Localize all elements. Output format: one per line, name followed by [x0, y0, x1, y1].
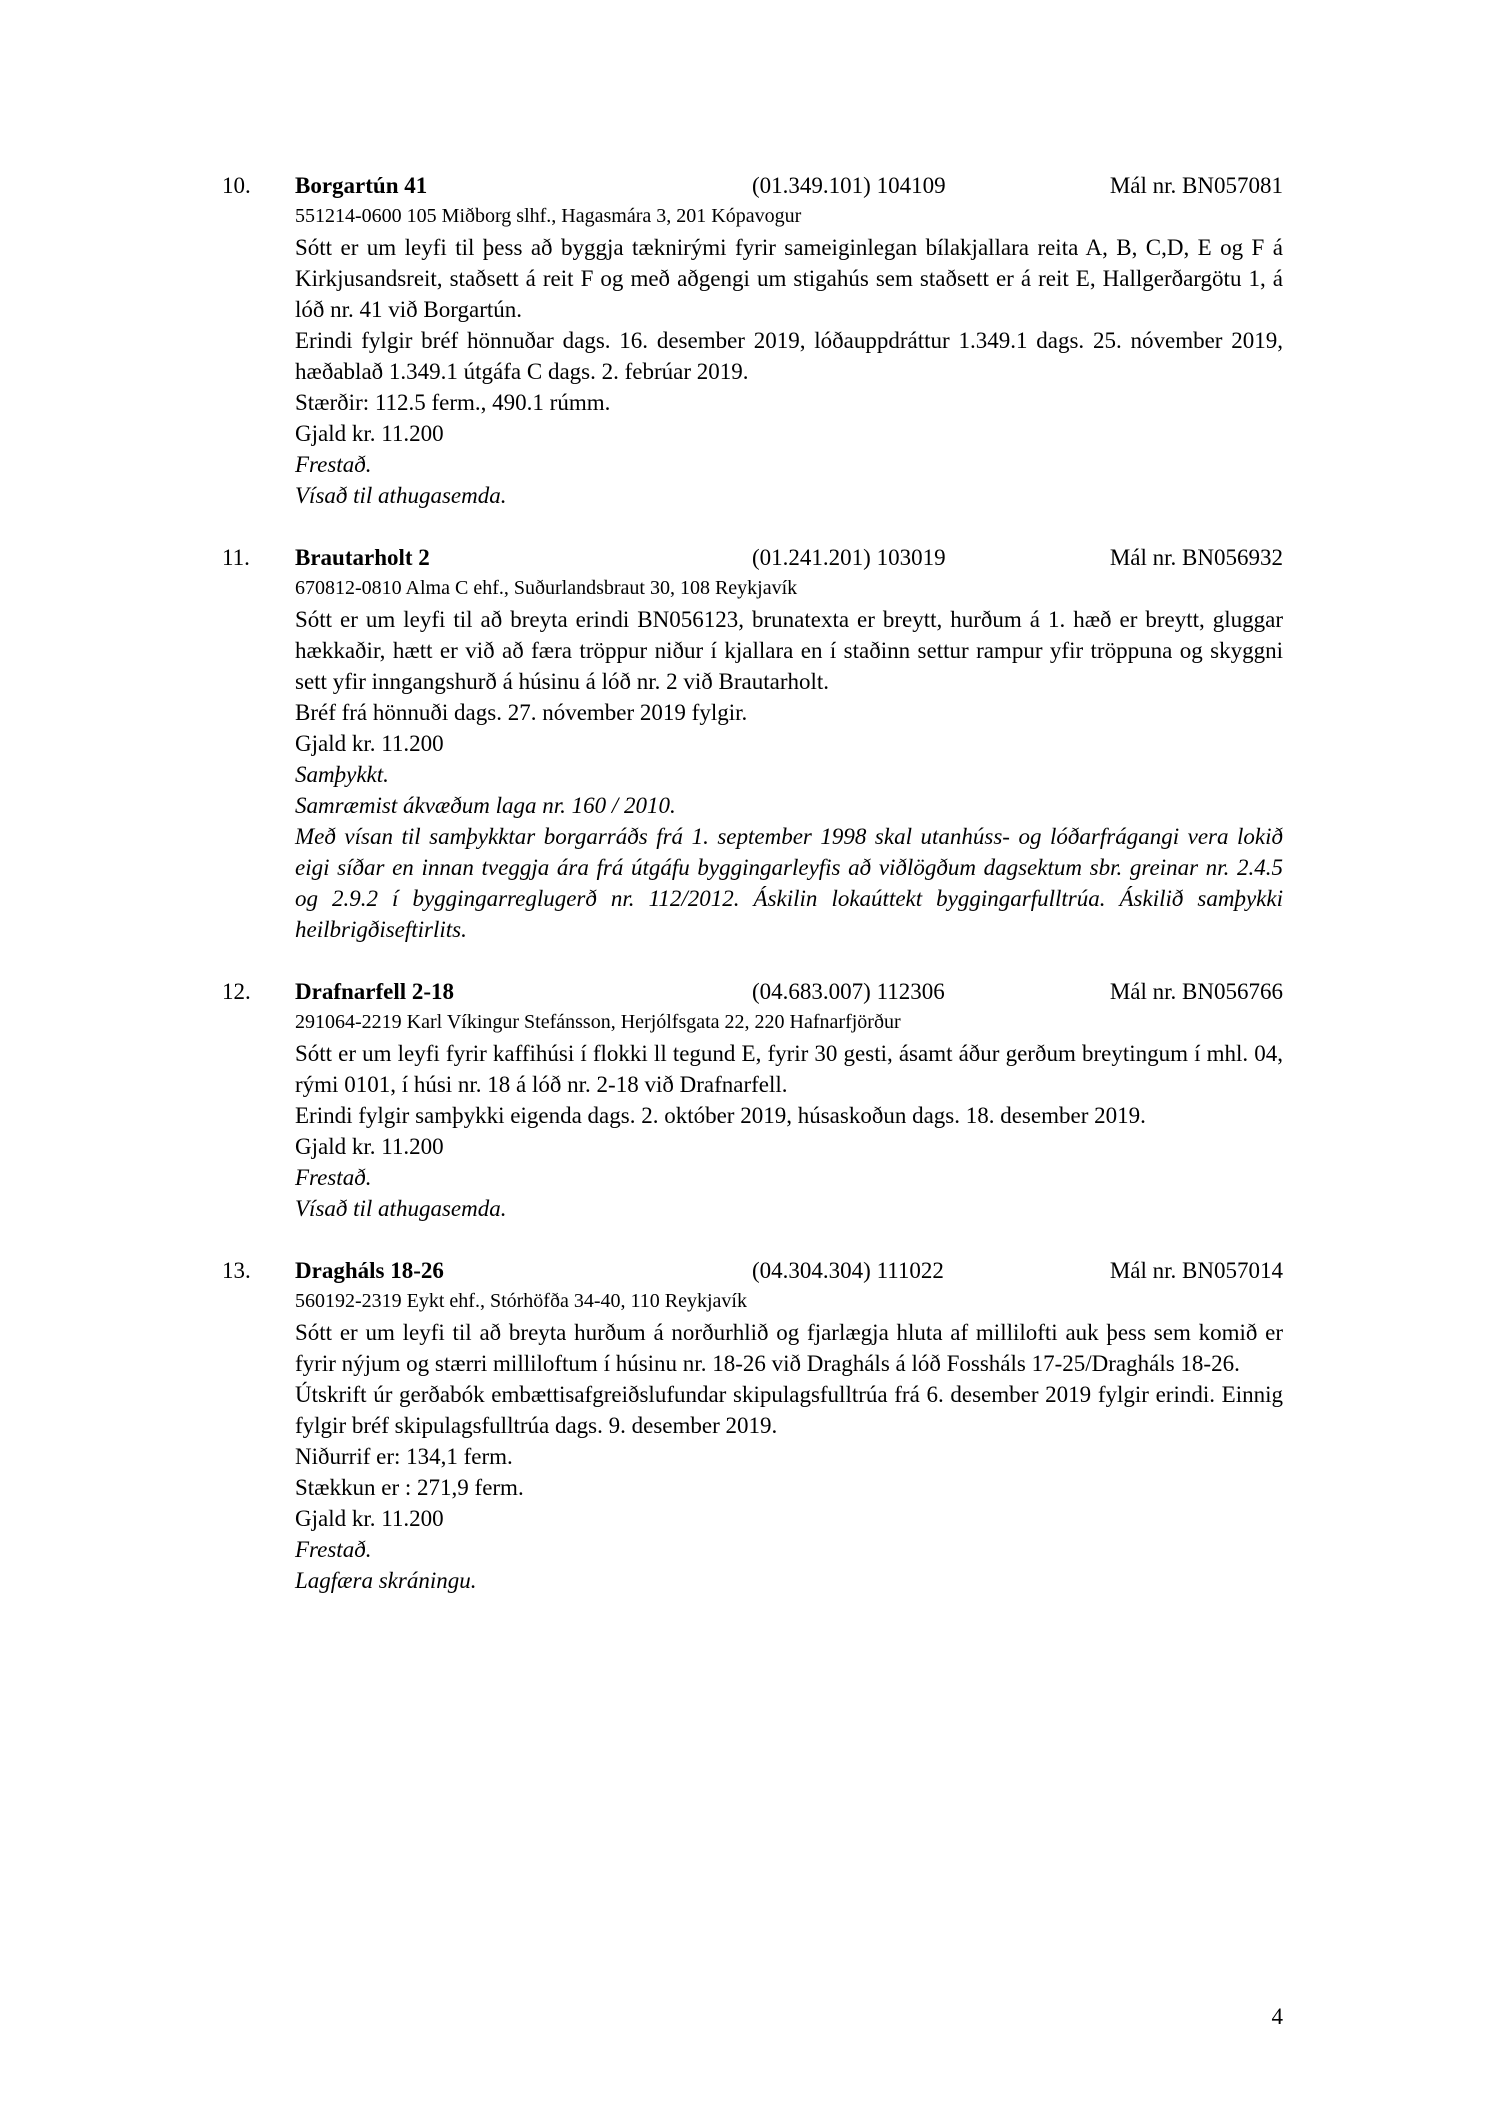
agenda-item — [222, 976, 1283, 1224]
item-paragraph: Útskrift úr gerðabók embættisafgreiðslufundar skipulagsfulltrúa frá 6. desember 2019 fylgir erindi. Einnig fylgir bréf skipulagsfulltrúa dags. 9. desember 2019. — [295, 1382, 1283, 1438]
item-paragraph: Sótt er um leyfi til þess að byggja tæknirými fyrir sameiginlegan bílakjallara reita A, B, C,D, E og F á Kirkjusandsreit, staðsett á reit F og með aðgengi um stigahús sem staðsett er á reit E, Hallgerðargötu 1, á lóð nr. 41 við Borgartún. — [295, 235, 1283, 322]
item-applicant-line: 670812-0810 Alma C ehf., Suðurlandsbraut 30, 108 Reykjavík — [295, 577, 798, 599]
item-decision-line: Lagfæra skráningu. — [295, 1568, 477, 1593]
item-paragraph: Gjald kr. 11.200 — [295, 1506, 444, 1531]
item-paragraph: Stærðir: 112.5 ferm., 490.1 rúmm. — [295, 390, 611, 415]
item-reference-number: (04.683.007) 112306 — [752, 979, 945, 1004]
item-reference-number: (01.241.201) 103019 — [752, 545, 946, 570]
item-decision-line: Frestað. — [295, 452, 372, 477]
agenda-items-list — [222, 170, 1283, 1596]
item-paragraph: Stækkun er : 271,9 ferm. — [295, 1475, 524, 1500]
item-case-number: Mál nr. BN057014 — [1109, 1258, 1283, 1283]
item-applicant-line: 291064-2219 Karl Víkingur Stefánsson, Herjólfsgata 22, 220 Hafnarfjörður — [295, 1011, 901, 1033]
item-paragraph: Erindi fylgir bréf hönnuðar dags. 16. desember 2019, lóðauppdráttur 1.349.1 dags. 25. nóvember 2019, hæðablað 1.349.1 útgáfa C dags. 2. febrúar 2019. — [295, 328, 1283, 384]
item-address-title: Dragháls 18-26 — [295, 1258, 444, 1283]
item-decision-line: Frestað. — [295, 1165, 372, 1190]
item-applicant-line: 551214-0600 105 Miðborg slhf., Hagasmára 3, 201 Kópavogur — [295, 205, 802, 227]
item-address-title: Brautarholt 2 — [295, 545, 430, 570]
item-body — [222, 1286, 1283, 1596]
item-decision-line: Frestað. — [295, 1537, 372, 1562]
item-address-title: Drafnarfell 2-18 — [295, 979, 455, 1004]
item-decision-line: Vísað til athugasemda. — [295, 1196, 507, 1221]
item-paragraph: Sótt er um leyfi til að breyta erindi BN056123, brunatexta er breytt, hurðum á 1. hæð er breytt, gluggar hækkaðir, hætt er við að færa tröppur niður í kjallara en í staðinn settur rampur yfir tröppuna og skyggni sett yfir inngangshurð á húsinu á lóð nr. 2 við Brautarholt. — [295, 607, 1283, 694]
item-paragraph: Sótt er um leyfi til að breyta hurðum á norðurhlið og fjarlægja hluta af millilofti auk þess sem komið er fyrir nýjum og stærri milliloftum í húsinu nr. 18-26 við Dragháls á lóð Fossháls 17-25/Dragháls 18-26. — [295, 1320, 1283, 1376]
item-header — [222, 1255, 1283, 1286]
item-number: 12. — [222, 979, 251, 1004]
item-number: 11. — [222, 545, 250, 570]
item-paragraph: Bréf frá hönnuði dags. 27. nóvember 2019 fylgir. — [295, 700, 748, 725]
item-paragraphs — [295, 604, 1283, 945]
item-paragraph: Gjald kr. 11.200 — [295, 421, 444, 446]
item-body — [222, 573, 1283, 945]
item-header — [222, 976, 1283, 1007]
item-decision-line: Með vísan til samþykktar borgarráðs frá 1. september 1998 skal utanhúss- og lóðarfrágangi vera lokið eigi síðar en innan tveggja ára frá útgáfu byggingarleyfis að viðlögðum dagsektum sbr. greinar nr. 2.4.5 og 2.9.2 í byggingarreglugerð nr. 112/2012. Áskilin lokaúttekt byggingarfulltrúa. Áskilið samþykki heilbrigðiseftirlits. — [295, 824, 1283, 942]
item-number: 13. — [222, 1258, 251, 1283]
item-paragraph: Gjald kr. 11.200 — [295, 1134, 444, 1159]
item-applicant-line: 560192-2319 Eykt ehf., Stórhöfða 34-40, 110 Reykjavík — [295, 1290, 747, 1312]
item-body — [222, 201, 1283, 511]
item-paragraph: Sótt er um leyfi fyrir kaffihúsi í flokki ll tegund E, fyrir 30 gesti, ásamt áður gerðum breytingum í mhl. 04, rými 0101, í húsi nr. 18 á lóð nr. 2-18 við Drafnarfell. — [295, 1041, 1283, 1097]
item-case-number: Mál nr. BN057081 — [1109, 173, 1283, 198]
item-case-number: Mál nr. BN056932 — [1109, 545, 1283, 570]
item-case-number: Mál nr. BN056766 — [1109, 979, 1283, 1004]
item-reference-number: (04.304.304) 111022 — [752, 1258, 944, 1283]
agenda-item — [222, 1255, 1283, 1596]
item-paragraph: Erindi fylgir samþykki eigenda dags. 2. október 2019, húsaskoðun dags. 18. desember 2019. — [295, 1103, 1146, 1128]
item-paragraphs — [295, 1038, 1283, 1224]
item-body — [222, 1007, 1283, 1224]
page-number: 4 — [1271, 2004, 1283, 2029]
item-paragraph: Gjald kr. 11.200 — [295, 731, 444, 756]
agenda-item — [222, 542, 1283, 945]
item-header — [222, 542, 1283, 573]
item-decision-line: Samþykkt. — [295, 762, 389, 787]
item-header — [222, 170, 1283, 201]
item-decision-line: Samræmist ákvæðum laga nr. 160 / 2010. — [295, 793, 676, 818]
item-decision-line: Vísað til athugasemda. — [295, 483, 507, 508]
item-address-title: Borgartún 41 — [295, 173, 428, 198]
item-paragraphs — [295, 232, 1283, 511]
item-paragraphs — [295, 1317, 1283, 1596]
item-paragraph: Niðurrif er: 134,1 ferm. — [295, 1444, 513, 1469]
item-number: 10. — [222, 173, 251, 198]
item-reference-number: (01.349.101) 104109 — [752, 173, 946, 198]
agenda-item — [222, 170, 1283, 511]
